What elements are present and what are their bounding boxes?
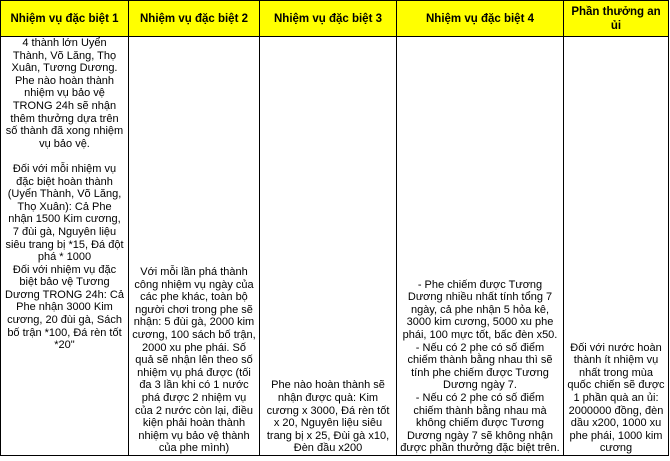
- header-consolation-reward: Phần thưởng an ủi: [564, 1, 669, 37]
- cell-special-mission-2: Với mỗi lần phá thành công nhiệm vụ ngày của các phe khác, toàn bộ người chơi trong phe sẽ nhận: 5 đùi gà, 2000 kim cương, 100 sách bố trận, 2000 xu phe phái. Số quả sẽ nhận lên theo số nhiệm vụ phá được (tối đa 3 lần khi có 1 nước phá được 2 nhiệm vụ của 2 nước còn lại, điều kiện phải hoàn thành nhiệm vụ bảo vệ thành của phe mình): [129, 37, 260, 456]
- table-row: [1, 37, 669, 456]
- cell-consolation-reward: Đối với nước hoàn thành ít nhiệm vụ nhất trong mùa quốc chiến sẽ được 1 phần quà an ủi: 2000000 đồng, đèn dầu x200, 1000 xu phe phái, 1000 kim cương: [564, 37, 669, 456]
- header-special-mission-4: Nhiệm vụ đặc biệt 4: [397, 1, 564, 37]
- header-special-mission-3: Nhiệm vụ đặc biệt 3: [260, 1, 397, 37]
- header-row: [1, 1, 669, 37]
- cell-special-mission-1: 4 thành lớn Uyển Thành, Võ Lăng, Thọ Xuân, Tương Dương. Phe nào hoàn thành nhiệm vụ bảo vệ TRONG 24h sẽ nhận thêm thưởng dựa trên số thành đã xong nhiệm vụ bảo vệ. Đối với mỗi nhiệm vụ đặc biệt hoàn thành (Uyển Thành, Võ Lăng, Thọ Xuân): Cả Phe nhận 1500 Kim cương, 7 đùi gà, Nguyên liệu siêu trang bị *15, Đá đột phá * 1000 Đối với nhiệm vụ đặc biệt bảo vệ Tương Dương TRONG 24h: Cả Phe nhận 3000 Kim cương, 20 đùi gà, Sách bố trận *100, Đá rèn tốt *20": [1, 37, 129, 456]
- cell-special-mission-4: - Phe chiếm được Tương Dương nhiều nhất tính tổng 7 ngày, cả phe nhận 5 hỏa kê, 3000 kim cương, 5000 xu phe phái, 100 mực tốt, bấc đèn x50. - Nếu có 2 phe có số điểm chiếm thành bằng nhau thì sẽ tính phe chiếm được Tương Dương ngày 7. - Nếu có 2 phe có số điểm chiếm thành bằng nhau mà không chiếm được Tương Dương ngày 7 sẽ không nhận được phần thưởng đặc biệt trên.: [397, 37, 564, 456]
- cell-special-mission-3: Phe nào hoàn thành sẽ nhận được quà: Kim cương x 3000, Đá rèn tốt x 20, Nguyên liệu siêu trang bị x 25, Đùi gà x10, Đèn đầu x200: [260, 37, 397, 456]
- header-special-mission-2: Nhiệm vụ đặc biệt 2: [129, 1, 260, 37]
- header-special-mission-1: Nhiệm vụ đặc biệt 1: [1, 1, 129, 37]
